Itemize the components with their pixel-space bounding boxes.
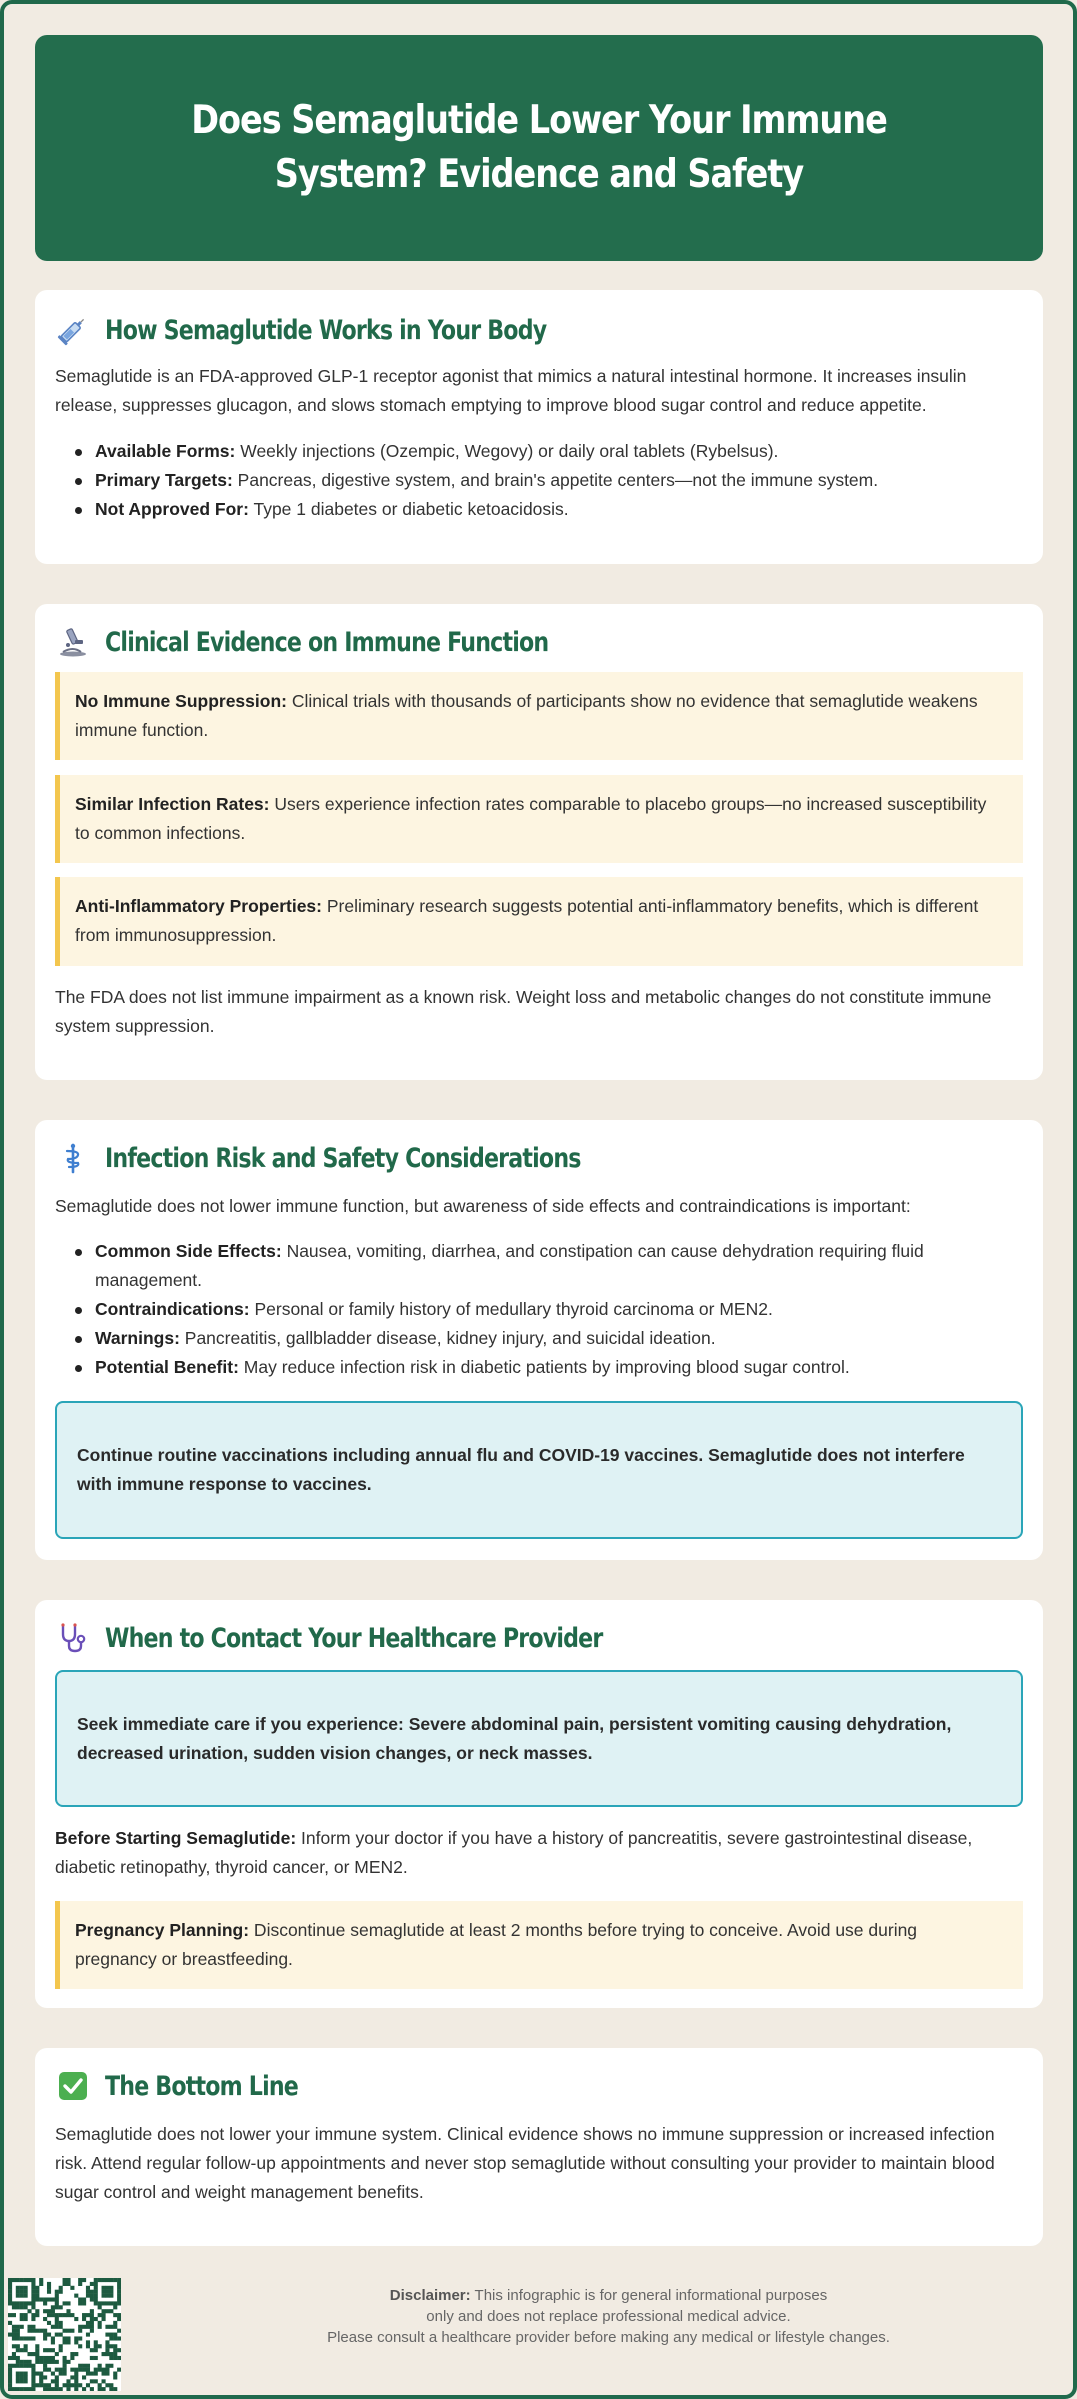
section-title: Infection Risk and Safety Considerations [105, 1142, 581, 1174]
medical-symbol-icon [55, 1140, 91, 1176]
pregnancy-note: Pregnancy Planning: Discontinue semaglutide at least 2 months before trying to conceive. Avoid use during pregnancy or breastfeeding. [55, 1901, 1023, 1989]
section-title: How Semaglutide Works in Your Body [105, 314, 547, 346]
footer [0, 2270, 1077, 2399]
list-item: Potential Benefit: May reduce infection risk in diabetic patients by improving blood sugar control. [73, 1353, 1003, 1382]
evidence-note: Anti-Inflammatory Properties: Preliminary research suggests potential anti-inflammatory benefits, which is different from immunosuppression. [55, 877, 1023, 966]
section-title: Clinical Evidence on Immune Function [105, 626, 549, 658]
section-header [55, 1140, 685, 1176]
section-header [55, 312, 643, 348]
evidence-note: No Immune Suppression: Clinical trials with thousands of participants show no evidence that semaglutide weakens immune function. [55, 672, 1023, 760]
section-title: When to Contact Your Healthcare Provider [105, 1622, 603, 1654]
section-how-it-works [35, 290, 1043, 564]
section-title: The Bottom Line [105, 2070, 299, 2102]
section-header [55, 1620, 712, 1656]
section-infection-risk [35, 1120, 1043, 1560]
microscope-icon [55, 624, 91, 660]
list-item: Warnings: Pancreatitis, gallbladder disease, kidney injury, and suicidal ideation. [73, 1324, 1003, 1353]
section-bottom-line [35, 2048, 1043, 2246]
page-header [35, 35, 1043, 261]
risk-list [73, 1237, 1003, 1382]
section-contact-provider [35, 1600, 1043, 2008]
section-header [55, 2068, 340, 2104]
qr-code[interactable] [8, 2278, 121, 2391]
list-item: Contraindications: Personal or family history of medullary thyroid carcinoma or MEN2. [73, 1295, 1003, 1324]
disclaimer: Disclaimer: This infographic is for general informational purposes only and does not replace professional medical advice. Please consult a healthcare provider before making any medical or lifestyle changes. [327, 2287, 890, 2346]
section-intro: Semaglutide is an FDA-approved GLP-1 receptor agonist that mimics a natural intestinal hormone. It increases insulin release, suppresses glucagon, and slows stomach emptying to improve blood sugar control and reduce appetite. [55, 366, 967, 415]
check-box-icon [55, 2068, 91, 2104]
fact-list [73, 437, 1003, 524]
page-title: Does Semaglutide Lower Your Immune System? Evidence and Safety [191, 98, 887, 197]
list-item: Available Forms: Weekly injections (Ozempic, Wegovy) or daily oral tablets (Rybelsus). [73, 437, 1003, 466]
syringe-icon [55, 312, 91, 348]
list-item: Primary Targets: Pancreas, digestive system, and brain's appetite centers—not the immune system. [73, 466, 1003, 495]
section-header [55, 624, 646, 660]
list-item: Not Approved For: Type 1 diabetes or diabetic ketoacidosis. [73, 495, 1003, 524]
section-summary: The FDA does not list immune impairment as a known risk. Weight loss and metabolic changes do not constitute immune system suppression. [55, 987, 992, 1036]
bottom-line-text: Semaglutide does not lower your immune system. Clinical evidence shows no immune suppression or increased infection risk. Attend regular follow-up appointments and never stop semaglutide without consulting your provider to maintain blood sugar control and weight management benefits. [55, 2124, 995, 2202]
section-intro: Semaglutide does not lower immune function, but awareness of side effects and contraindications is important: [55, 1196, 911, 1216]
list-item: Common Side Effects: Nausea, vomiting, diarrhea, and constipation can cause dehydration requiring fluid management. [73, 1237, 1003, 1295]
stethoscope-icon [55, 1620, 91, 1656]
section-clinical-evidence [35, 604, 1043, 1080]
urgent-care-callout: Seek immediate care if you experience: Severe abdominal pain, persistent vomiting causing dehydration, decreased urination, sudden vision changes, or neck masses. [55, 1670, 1023, 1807]
vaccine-callout: Continue routine vaccinations including annual flu and COVID-19 vaccines. Semaglutide does not interfere with immune response to vaccines. [55, 1401, 1023, 1539]
before-starting-text: Before Starting Semaglutide: Inform your doctor if you have a history of pancreatitis, severe gastrointestinal disease, diabetic retinopathy, thyroid cancer, or MEN2. [55, 1828, 973, 1877]
evidence-note: Similar Infection Rates: Users experience infection rates comparable to placebo groups—no increased susceptibility to common infections. [55, 775, 1023, 863]
